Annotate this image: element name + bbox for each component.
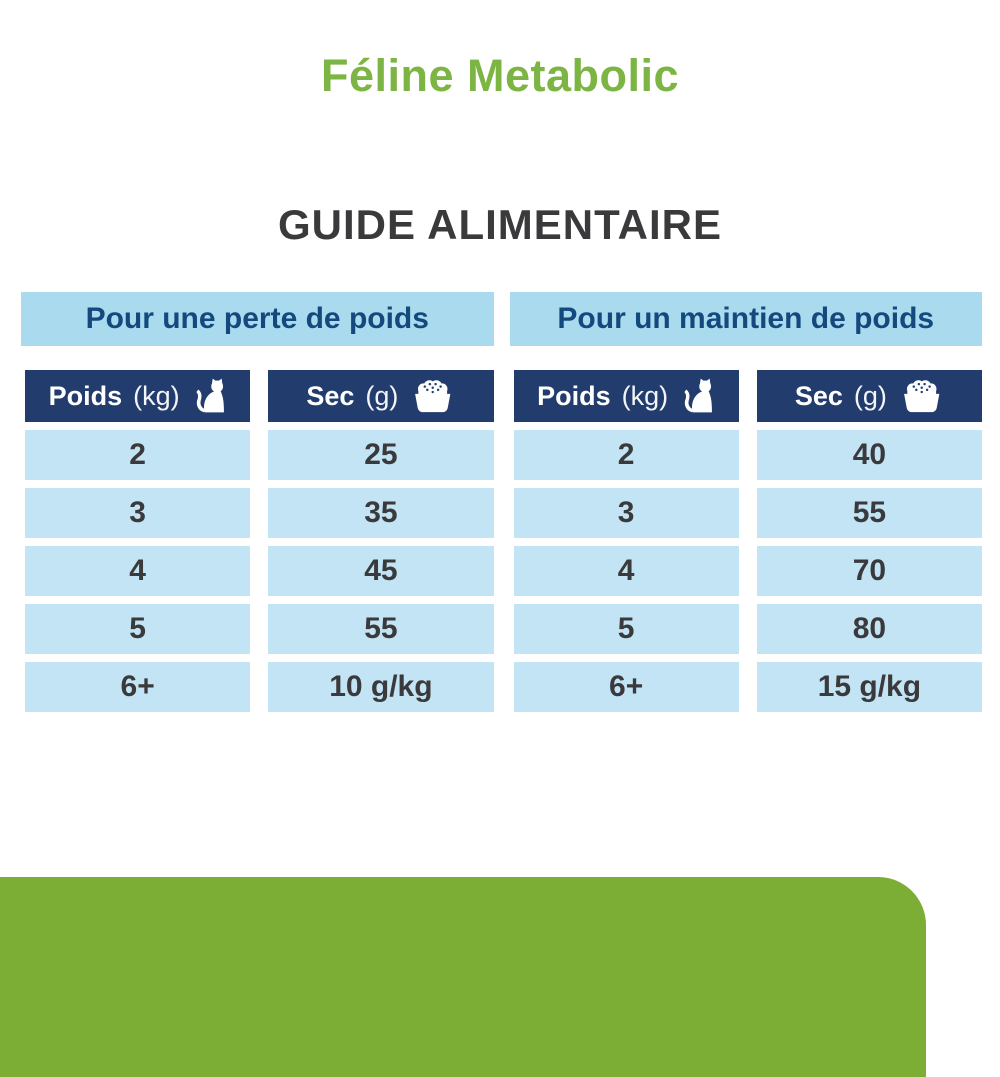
cat-icon (191, 376, 227, 416)
weight-maintenance-weight-column (514, 370, 739, 712)
dry-column-header (757, 370, 982, 422)
value-cell: 45 (268, 546, 493, 596)
weight-loss-section (21, 292, 494, 712)
weight-column-header (25, 370, 250, 422)
value-cell: 3 (25, 488, 250, 538)
value-cell: 55 (268, 604, 493, 654)
value-cell: 35 (268, 488, 493, 538)
dry-column-unit: (g) (853, 380, 887, 411)
page-title: Féline Metabolic (320, 50, 680, 101)
weight-column-unit: (kg) (133, 380, 180, 411)
value-cell: 3 (514, 488, 739, 538)
value-cell: 10 g/kg (268, 662, 493, 712)
weight-loss-weight-column (25, 370, 250, 712)
value-cell: 6+ (514, 662, 739, 712)
weight-loss-dry-column (268, 370, 493, 712)
weight-column-unit: (kg) (621, 380, 669, 411)
weight-column-header (514, 370, 739, 422)
value-cell: 40 (757, 430, 982, 480)
weight-loss-columns (21, 370, 494, 712)
value-cell: 6+ (25, 662, 250, 712)
value-cell: 70 (757, 546, 982, 596)
cat-icon (679, 376, 715, 416)
value-cell: 15 g/kg (757, 662, 982, 712)
weight-maintenance-columns (510, 370, 983, 712)
weight-maintenance-dry-column (757, 370, 982, 712)
value-cell: 80 (757, 604, 982, 654)
kibble-bowl-icon (898, 377, 944, 415)
weight-maintenance-section-title: Pour un maintien de poids (510, 292, 983, 346)
weight-loss-section-title: Pour une perte de poids (21, 292, 494, 346)
dry-column-unit: (g) (365, 380, 399, 411)
dry-column-label: Sec (794, 380, 843, 411)
dry-column-header (268, 370, 493, 422)
weight-column-label: Poids (537, 380, 611, 411)
weight-column-label: Poids (48, 380, 123, 411)
value-cell: 2 (25, 430, 250, 480)
weight-maintenance-section (510, 292, 983, 712)
green-footer-band (0, 877, 926, 1077)
feeding-guide-tables (21, 292, 982, 712)
value-cell: 2 (514, 430, 739, 480)
value-cell: 5 (25, 604, 250, 654)
value-cell: 25 (268, 430, 493, 480)
value-cell: 5 (514, 604, 739, 654)
value-cell: 4 (514, 546, 739, 596)
value-cell: 4 (25, 546, 250, 596)
kibble-bowl-icon (409, 377, 455, 415)
dry-column-label: Sec (306, 380, 355, 411)
guide-heading: GUIDE ALIMENTAIRE (278, 201, 722, 248)
value-cell: 55 (757, 488, 982, 538)
